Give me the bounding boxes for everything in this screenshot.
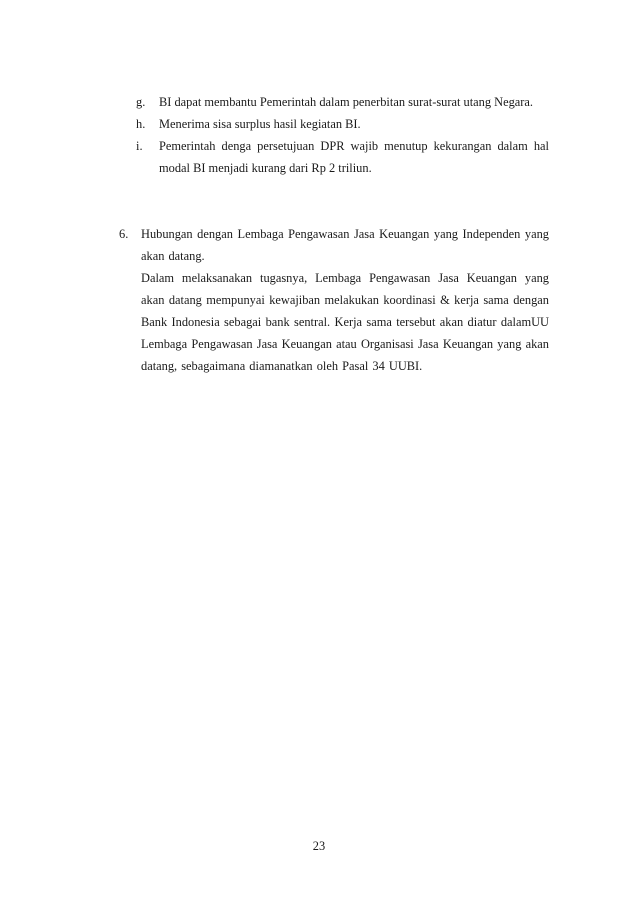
page-number: 23 xyxy=(312,839,326,853)
item-body xyxy=(119,223,549,377)
list-marker: h. xyxy=(136,117,146,131)
list-item-text: BI dapat membantu Pemerintah dalam penerbitan surat-surat utang Negara. xyxy=(159,95,533,109)
item-paragraph: Dalam melaksanakan tugasnya, Lembaga Pengawasan Jasa Keuangan yang akan datang mempunyai kewajiban melakukan koordinasi & kerja sama dengan Bank Indonesia sebagai bank sentral. Kerja sama tersebut akan diatur dalamUU Lembaga Pengawasan Jasa Keuangan atau Organisasi Jasa Keuangan yang akan datang, sebagaimana diamanatkan oleh Pasal 34 UUBI. xyxy=(141,271,549,373)
sub-list xyxy=(136,91,549,179)
list-marker: i. xyxy=(136,139,143,153)
list-item-g xyxy=(136,91,549,113)
numbered-item-6 xyxy=(119,223,549,377)
list-item-h xyxy=(136,113,549,135)
list-item-text: Menerima sisa surplus hasil kegiatan BI. xyxy=(159,117,361,131)
item-heading: Hubungan dengan Lembaga Pengawasan Jasa Keuangan yang Independen yang akan datang. xyxy=(141,227,549,263)
item-number: 6. xyxy=(119,227,129,241)
list-marker: g. xyxy=(136,95,146,109)
list-item-i xyxy=(136,135,549,179)
list-item-text: Pemerintah denga persetujuan DPR wajib menutup kekurangan dalam hal modal BI menjadi kurang dari Rp 2 triliun. xyxy=(159,139,549,175)
